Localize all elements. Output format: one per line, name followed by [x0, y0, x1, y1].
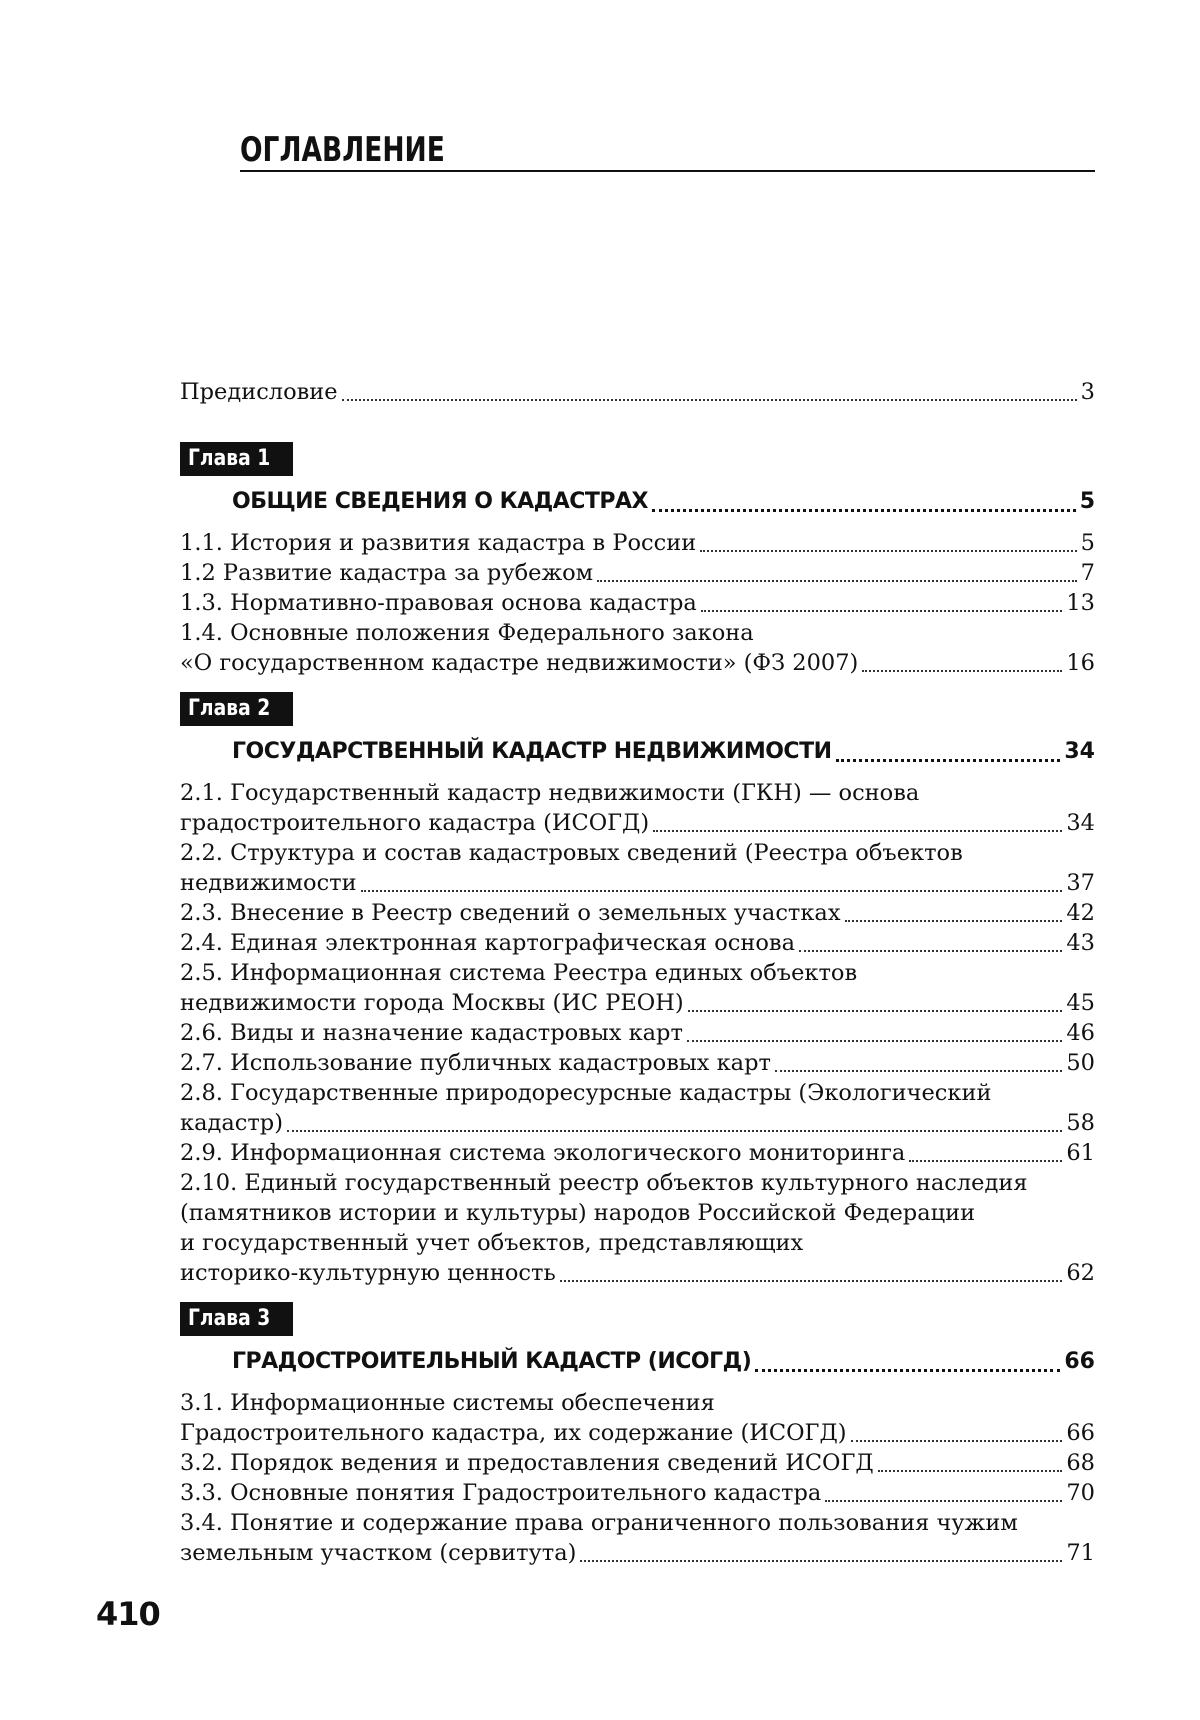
chapter-label [180, 1302, 293, 1336]
toc-entry[interactable] [180, 958, 1095, 1018]
toc-entry-page: 68 [1066, 1448, 1095, 1478]
dot-leader [361, 880, 1063, 892]
toc-entry-title: 1.2 Развитие кадастра за рубежом [180, 558, 593, 588]
toc-entry-row [180, 588, 1095, 618]
chapter-page: 66 [1064, 1344, 1095, 1380]
toc-entry[interactable] [180, 1508, 1095, 1568]
toc-entry-title: земельным участком (сервитута) [180, 1538, 576, 1568]
dot-leader [580, 1550, 1062, 1562]
toc-entry-lead-line: 2.10. Единый государственный реестр объектов культурного наследия [180, 1168, 1095, 1198]
toc-entry-page: 7 [1081, 558, 1095, 588]
heading-underline [240, 170, 1095, 172]
chapter-label-text: Глава 1 [188, 442, 270, 476]
chapter-page: 34 [1064, 734, 1095, 770]
toc-entry[interactable] [180, 1448, 1095, 1478]
toc-entry-title: 3.3. Основные понятия Градостроительного кадастра [180, 1478, 821, 1508]
toc-entry-page: 45 [1066, 988, 1095, 1018]
toc-entry-page: 34 [1066, 808, 1095, 838]
toc-entry[interactable] [180, 898, 1095, 928]
toc-entry-row [180, 1448, 1095, 1478]
dot-leader [825, 1490, 1062, 1502]
chapter-label [180, 442, 293, 476]
toc-entry-page: 62 [1066, 1258, 1095, 1288]
dot-leader [799, 940, 1062, 952]
toc-entry-title: кадастр) [180, 1108, 283, 1138]
toc-entry-page: 61 [1066, 1138, 1095, 1168]
toc-entry-row [180, 1048, 1095, 1078]
toc-entry-lead-line: (памятников истории и культуры) народов Российской Федерации [180, 1198, 1095, 1228]
toc-entry-page: 5 [1081, 528, 1095, 558]
chapter-title-entry[interactable] [232, 484, 1095, 520]
toc-entry[interactable] [180, 588, 1095, 618]
dot-leader [560, 1270, 1063, 1282]
table-of-contents [180, 377, 1095, 1568]
toc-entry-lead-line: 2.8. Государственные природоресурсные кадастры (Экологический [180, 1078, 1095, 1108]
toc-entry-title: Предисловие [180, 377, 338, 407]
chapter-title: ОБЩИЕ СВЕДЕНИЯ О КАДАСТРАХ [232, 484, 648, 520]
dot-leader [700, 540, 1076, 552]
toc-entry-lead-line: 3.1. Информационные системы обеспечения [180, 1388, 1095, 1418]
toc-entry[interactable] [180, 618, 1095, 678]
toc-entry-title: градостроительного кадастра (ИСОГД) [180, 808, 649, 838]
toc-entry-page: 37 [1066, 868, 1095, 898]
dot-leader [862, 660, 1062, 672]
toc-entry-row [180, 1138, 1095, 1168]
toc-entry[interactable] [180, 1138, 1095, 1168]
toc-entry-row [180, 558, 1095, 588]
toc-entry-title: историко-культурную ценность [180, 1258, 556, 1288]
toc-heading-block [240, 128, 1095, 172]
toc-entry-title: 2.4. Единая электронная картографическая основа [180, 928, 795, 958]
dot-leader [597, 570, 1076, 582]
toc-entry[interactable] [180, 558, 1095, 588]
dot-leader [701, 600, 1063, 612]
toc-entry-title: 2.9. Информационная система экологического мониторинга [180, 1138, 905, 1168]
toc-entry-row [180, 648, 1095, 678]
toc-entry[interactable] [180, 1018, 1095, 1048]
dot-leader [342, 389, 1077, 401]
toc-entry-page: 66 [1066, 1418, 1095, 1448]
dot-leader [878, 1460, 1063, 1472]
chapter-title-entry[interactable] [232, 1344, 1095, 1380]
toc-entry-page: 42 [1066, 898, 1095, 928]
toc-entry-page: 50 [1066, 1048, 1095, 1078]
toc-entry-title: 2.7. Использование публичных кадастровых карт [180, 1048, 771, 1078]
toc-entry-page: 58 [1066, 1108, 1095, 1138]
toc-entry[interactable] [180, 928, 1095, 958]
toc-entry-lead-line: 3.4. Понятие и содержание права ограниченного пользования чужим [180, 1508, 1095, 1538]
dot-leader [836, 749, 1061, 762]
toc-entry[interactable] [180, 1478, 1095, 1508]
toc-entry-page: 71 [1066, 1538, 1095, 1568]
toc-entry-page: 43 [1066, 928, 1095, 958]
toc-entry[interactable] [180, 838, 1095, 898]
toc-entry-title: недвижимости города Москвы (ИС РЕОН) [180, 988, 684, 1018]
chapter-label [180, 692, 293, 726]
dot-leader [688, 1000, 1063, 1012]
dot-leader [851, 1430, 1063, 1442]
toc-entry-row [180, 1538, 1095, 1568]
toc-entry-page: 46 [1066, 1018, 1095, 1048]
toc-entry-row [180, 1108, 1095, 1138]
toc-entry[interactable] [180, 1078, 1095, 1138]
toc-entry-title: «О государственном кадастре недвижимости» (ФЗ 2007) [180, 648, 858, 678]
page-title: ОГЛАВЛЕНИЕ [240, 128, 907, 172]
chapter-label-text: Глава 3 [188, 1302, 270, 1336]
toc-entry-page: 70 [1066, 1478, 1095, 1508]
toc-entry-lead-line: 2.5. Информационная система Реестра единых объектов [180, 958, 1095, 988]
toc-entry-title: 1.1. История и развития кадастра в России [180, 528, 696, 558]
dot-leader [755, 1359, 1060, 1372]
toc-entry-lead-line: 2.1. Государственный кадастр недвижимости (ГКН) — основа [180, 778, 1095, 808]
dot-leader [287, 1120, 1062, 1132]
toc-entry[interactable] [180, 528, 1095, 558]
chapter-page: 5 [1080, 484, 1095, 520]
chapter-title: ГОСУДАРСТВЕННЫЙ КАДАСТР НЕДВИЖИМОСТИ [232, 734, 832, 770]
dot-leader [775, 1060, 1062, 1072]
toc-entry-row [180, 868, 1095, 898]
chapter-title: ГРАДОСТРОИТЕЛЬНЫЙ КАДАСТР (ИСОГД) [232, 1344, 751, 1380]
dot-leader [687, 1030, 1062, 1042]
dot-leader [653, 820, 1062, 832]
toc-entry-lead-line: и государственный учет объектов, представляющих [180, 1228, 1095, 1258]
toc-entry-row [180, 1418, 1095, 1448]
toc-entry-title: недвижимости [180, 868, 357, 898]
toc-entry-title: 2.3. Внесение в Реестр сведений о земельных участках [180, 898, 841, 928]
toc-entry-preface[interactable] [180, 377, 1095, 407]
toc-entry-page: 3 [1081, 377, 1095, 407]
toc-entry-page: 13 [1066, 588, 1095, 618]
toc-entry-row [180, 898, 1095, 928]
toc-entry-row [180, 1258, 1095, 1288]
toc-entry-title: 3.2. Порядок ведения и предоставления сведений ИСОГД [180, 1448, 874, 1478]
toc-entry-page: 16 [1066, 648, 1095, 678]
toc-entry-row [180, 528, 1095, 558]
toc-entry-title: 1.3. Нормативно-правовая основа кадастра [180, 588, 697, 618]
toc-entry-row [180, 988, 1095, 1018]
toc-entry-title: Градостроительного кадастра, их содержание (ИСОГД) [180, 1418, 847, 1448]
toc-entry-row [180, 928, 1095, 958]
toc-entry-row [180, 808, 1095, 838]
toc-entry-lead-line: 1.4. Основные положения Федерального закона [180, 618, 1095, 648]
toc-entry[interactable] [180, 778, 1095, 838]
chapter-title-entry[interactable] [232, 734, 1095, 770]
toc-entry[interactable] [180, 1168, 1095, 1288]
page-number: 410 [96, 1595, 160, 1633]
toc-entry-row [180, 1018, 1095, 1048]
dot-leader [909, 1150, 1062, 1162]
toc-entry-lead-line: 2.2. Структура и состав кадастровых сведений (Реестра объектов [180, 838, 1095, 868]
toc-entry[interactable] [180, 1388, 1095, 1448]
dot-leader [652, 499, 1076, 512]
toc-entry-title: 2.6. Виды и назначение кадастровых карт [180, 1018, 683, 1048]
toc-entry[interactable] [180, 1048, 1095, 1078]
chapter-label-text: Глава 2 [188, 692, 270, 726]
dot-leader [845, 910, 1063, 922]
toc-entry-row [180, 1478, 1095, 1508]
